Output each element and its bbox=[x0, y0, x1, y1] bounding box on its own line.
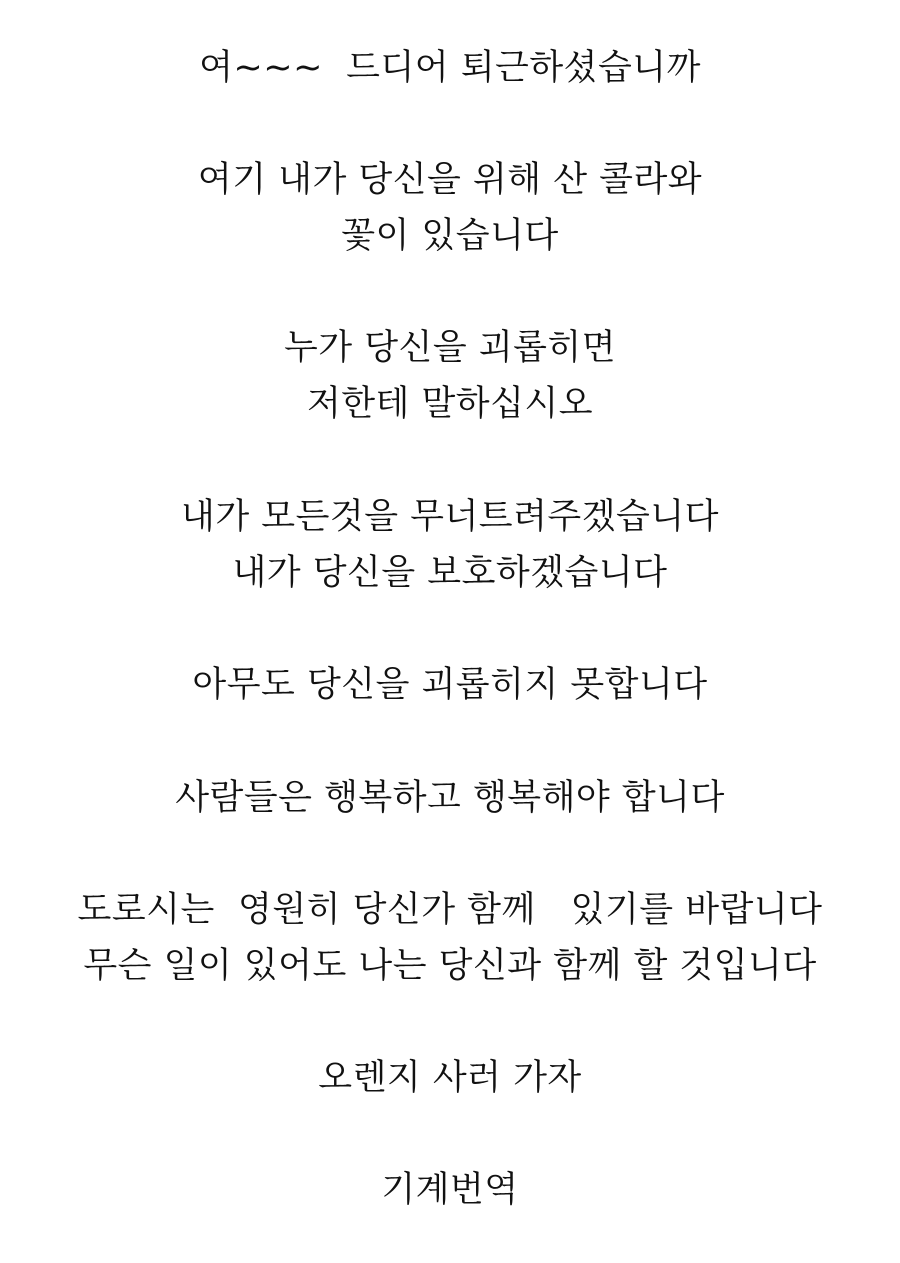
text-line: 내가 당신을 보호하겠습니다 bbox=[232, 553, 668, 593]
text-line: 도로시는 영원히 당신가 함께 있기를 바랍니다 bbox=[77, 890, 823, 930]
text-line: 여기 내가 당신을 위해 산 콜라와 bbox=[197, 160, 703, 200]
footer-label: 기계번역 bbox=[381, 1170, 519, 1210]
text-line: 여~~~ 드디어 퇴근하셨습니까 bbox=[199, 48, 701, 88]
text-line: 무슨 일이 있어도 나는 당신과 함께 할 것입니다 bbox=[83, 946, 817, 986]
text-line: 꽃이 있습니다 bbox=[341, 216, 559, 256]
text-line: 사람들은 행복하고 행복해야 합니다 bbox=[175, 778, 725, 818]
text-line: 내가 모든것을 무너트려주겠습니다 bbox=[181, 497, 719, 537]
text-line: 오렌지 사러 가자 bbox=[318, 1058, 582, 1098]
text-line: 누가 당신을 괴롭히면 bbox=[283, 328, 617, 368]
text-line: 저한테 말하십시오 bbox=[306, 384, 594, 424]
text-line: 아무도 당신을 괴롭히지 못합니다 bbox=[192, 665, 708, 705]
